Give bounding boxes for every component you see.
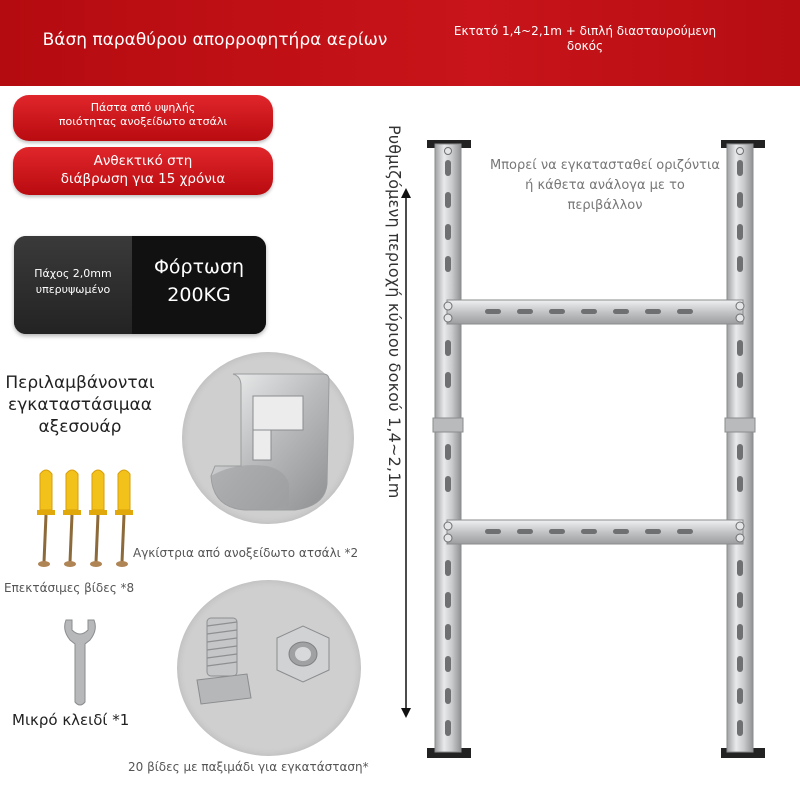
screws-caption: Επεκτάσιμες βίδες *8 xyxy=(4,581,135,595)
material-badge-line1: Πάστα από υψηλής xyxy=(90,101,196,114)
installation-note: Μπορεί να εγκατασταθεί οριζόντια ή κάθετα ανάλογα με το περιβάλλον xyxy=(490,158,720,213)
header-banner xyxy=(0,0,800,86)
material-badge-line2: ποιότητας ανοξείδωτο ατσάλι xyxy=(58,115,228,128)
accessories-title-line3: αξεσουάρ xyxy=(38,417,122,437)
dimension-arrow-icon xyxy=(398,188,414,718)
steel-frame-icon xyxy=(425,136,765,762)
thickness-spec xyxy=(14,236,132,334)
corrosion-badge-line1: Ανθεκτικό στη xyxy=(93,153,193,169)
load-value: 200KG xyxy=(167,284,231,306)
wrench-caption: Μικρό κλειδί *1 xyxy=(12,711,130,729)
expansion-screws-icon xyxy=(34,466,134,576)
material-badge xyxy=(13,95,273,141)
load-spec xyxy=(132,236,266,334)
header-subtitle: Εκτατό 1,4~2,1m + διπλή διασταυρούμενη δοκός xyxy=(453,24,717,53)
accessories-title-line1: Περιλαμβάνονται xyxy=(5,373,155,393)
wrench-icon xyxy=(62,616,98,708)
hooks-caption: Αγκίστρια από ανοξείδωτο ατσάλι *2 xyxy=(133,546,359,560)
dimension-label: Ρυθμιζόμενη περιοχή κύριου δοκού 1,4~2,1m xyxy=(385,125,404,499)
bolt-and-nut-icon xyxy=(195,608,345,718)
accessories-title xyxy=(0,372,160,438)
load-label: Φόρτωση xyxy=(153,256,245,278)
bolts-caption: 20 βίδες με παξιμάδι για εγκατάσταση* xyxy=(128,760,369,774)
page-title: Βάση παραθύρου απορροφητήρα αερίων xyxy=(42,30,388,50)
thickness-line2: υπερυψωμένο xyxy=(35,283,111,296)
thickness-line1: Πάχος 2,0mm xyxy=(34,267,112,280)
spec-box xyxy=(14,236,266,334)
accessories-title-line2: εγκαταστάσιμαα xyxy=(8,395,152,415)
steel-hook-icon xyxy=(205,366,335,516)
corrosion-badge xyxy=(13,147,273,195)
corrosion-badge-line2: διάβρωση για 15 χρόνια xyxy=(60,171,226,187)
